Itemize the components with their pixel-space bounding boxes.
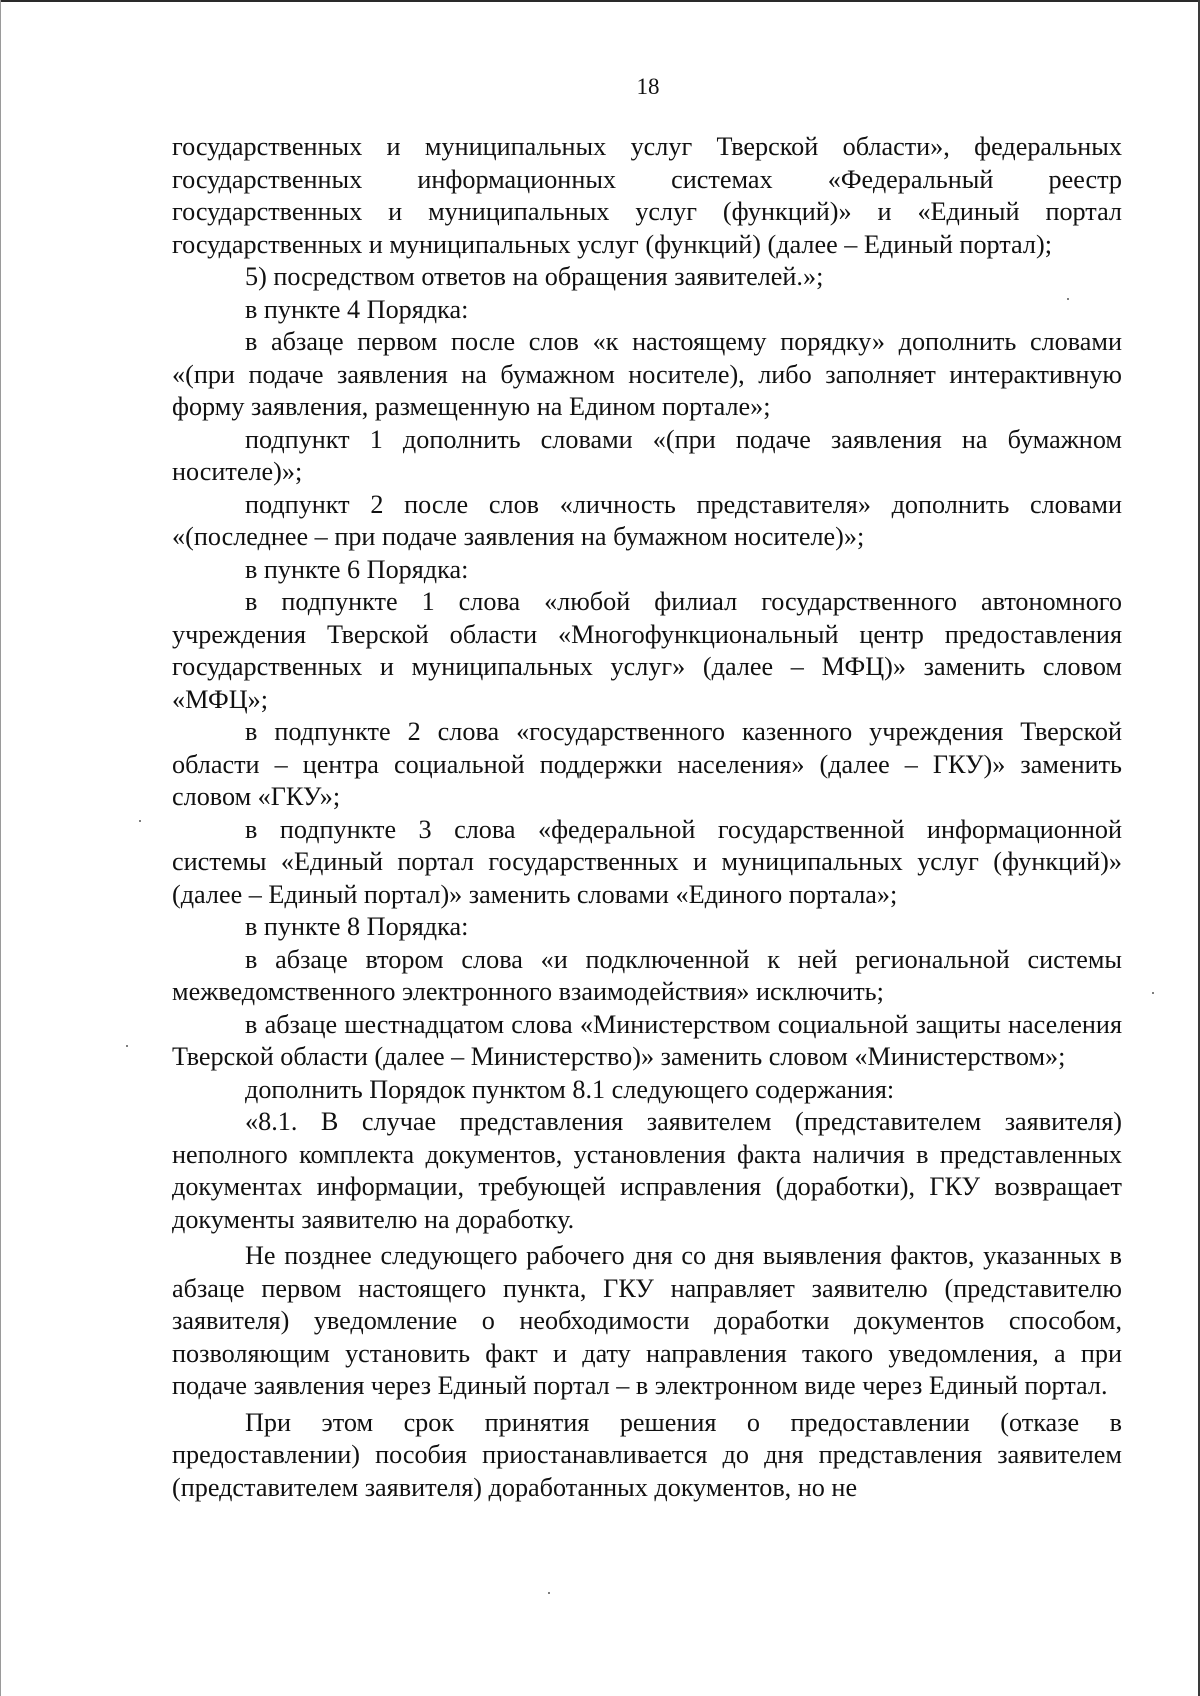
- scan-speck: [126, 1045, 128, 1047]
- paragraph: в подпункте 3 слова «федеральной государственной информационной системы «Единый портал государственных и муниципальных услуг (функций)» (далее – Единый портал)» заменить словами «Единого портала»;: [172, 814, 1122, 909]
- document-body: [172, 131, 1122, 1504]
- paragraph: в подпункте 2 слова «государственного казенного учреждения Тверской области – центра социальной поддержки населения» (далее – ГКУ)» заменить словом «ГКУ»;: [172, 717, 1122, 811]
- paragraph-continuation: государственных и муниципальных услуг Тверской области», федеральных государственных информационных системах «Федеральный реестр государственных и муниципальных услуг (функций)» и «Единый портал государственных и муниципальных услуг (функций) (далее – Единый портал);: [172, 132, 1122, 259]
- paragraph: подпункт 2 после слов «личность представителя» дополнить словами «(последнее – при подаче заявления на бумажном носителе)»;: [172, 489, 1122, 551]
- paragraph: в абзаце шестнадцатом слова «Министерством социальной защиты населения Тверской области (далее – Министерство)» заменить словом «Министерством»;: [172, 1009, 1122, 1071]
- paragraph: в подпункте 1 слова «любой филиал государственного автономного учреждения Тверской области «Многофункциональный центр предоставления государственных и муниципальных услуг» (далее – МФЦ)» заменить словом «МФЦ»;: [172, 587, 1122, 714]
- scan-edge-left: [0, 0, 1, 1696]
- paragraph: в абзаце втором слова «и подключенной к ней региональной системы межведомственного электронного взаимодействия» исключить;: [172, 944, 1122, 1006]
- paragraph: 5) посредством ответов на обращения заявителей.»;: [245, 262, 824, 291]
- paragraph: «8.1. В случае представления заявителем (представителем заявителя) неполного комплекта документов, установления факта наличия в представленных документах информации, требующей исправления (доработки), ГКУ возвращает документы заявителю на доработку.: [172, 1107, 1122, 1234]
- page-number: 18: [636, 74, 660, 99]
- scan-speck: [548, 1592, 550, 1594]
- scan-speck: [1067, 298, 1069, 300]
- paragraph: При этом срок принятия решения о предоставлении (отказе в предоставлении) пособия приостанавливается до дня представления заявителем (представителем заявителя) доработанных документов, но не: [172, 1407, 1122, 1502]
- scan-speck: [1152, 992, 1154, 994]
- paragraph: в пункте 6 Порядка:: [245, 554, 469, 584]
- paragraph: подпункт 1 дополнить словами «(при подаче заявления на бумажном носителе)»;: [172, 424, 1122, 486]
- scan-edge-top: [0, 0, 1200, 2]
- scan-speck: [139, 820, 141, 822]
- paragraph: в пункте 4 Порядка:: [245, 294, 469, 324]
- paragraph: дополнить Порядок пунктом 8.1 следующего содержания:: [245, 1074, 895, 1104]
- paragraph: в пункте 8 Порядка:: [245, 912, 469, 941]
- paragraph: в абзаце первом после слов «к настоящему порядку» дополнить словами «(при подаче заявления на бумажном носителе), либо заполняет интерактивную форму заявления, размещенную на Едином портале»;: [172, 327, 1122, 421]
- paragraph: Не позднее следующего рабочего дня со дня выявления фактов, указанных в абзаце первом настоящего пункта, ГКУ направляет заявителю (представителю заявителя) уведомление о необходимости доработки документов способом, позволяющим установить факт и дату направления такого уведомления, а при подаче заявления через Единый портал – в электронном виде через Единый портал.: [172, 1241, 1122, 1400]
